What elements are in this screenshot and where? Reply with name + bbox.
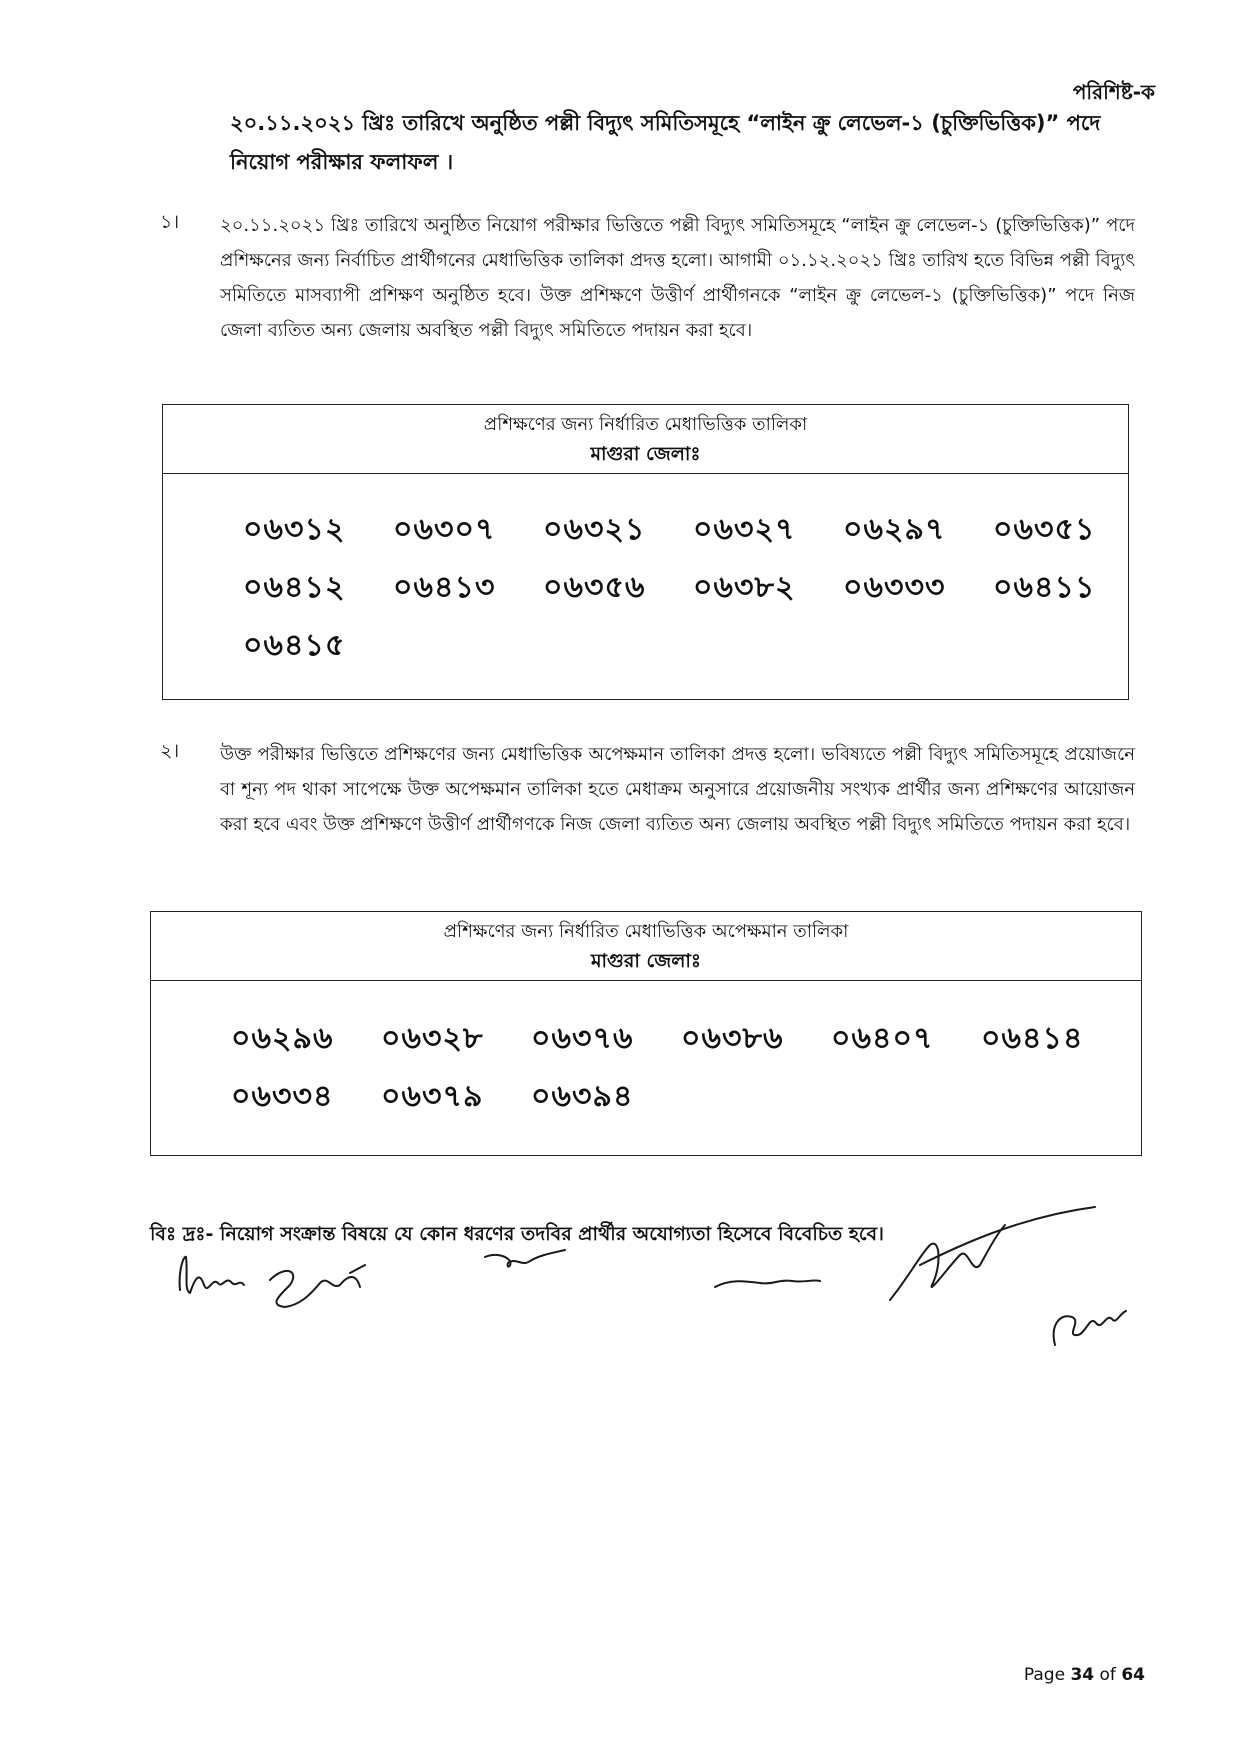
candidate-code: ০৬৪১১	[993, 570, 1096, 605]
candidate-code: ০৬৩৮৬	[681, 1021, 784, 1056]
annex-label: পরিশিষ্ট-ক	[1072, 80, 1155, 104]
section-2-text: উক্ত পরীক্ষার ভিত্তিতে প্রশিক্ষণের জন্য মেধাভিত্তিক অপেক্ষমান তালিকা প্রদত্ত হলো। ভবিষ্যতে পল্লী বিদ্যুৎ সমিতিসমূহে প্রয়োজনে বা শূন্য পদ থাকা সাপেক্ষে উক্ত অপেক্ষমান তালিকা হতে মেধাক্রম অনুসারে প্রয়োজনীয় সংখ্যক প্রার্থীর জন্য প্রশিক্ষণের আয়োজন করা হবে এবং উক্ত প্রশিক্ষণে উত্তীর্ণ প্রার্থীগণকে নিজ জেলা ব্যতিত অন্য জেলায় অবস্থিত পল্লী বিদ্যুৎ সমিতিতে পদায়ন করা হবে।	[220, 744, 1135, 835]
candidate-code: ০৬৩২৭	[693, 512, 796, 547]
candidate-code: ০৬৩১২	[243, 512, 346, 547]
page-total: 64	[1121, 1665, 1145, 1685]
candidate-code: ০৬৪১৪	[981, 1021, 1084, 1056]
signature-scribbles	[180, 1207, 1126, 1345]
merit-list-title: প্রশিক্ষণের জন্য নির্ধারিত মেধাভিত্তিক তালিকা	[483, 414, 808, 435]
candidate-code: ০৬৩৫৬	[543, 570, 646, 605]
candidate-code: ০৬৩৯৪	[531, 1079, 634, 1114]
merit-list-header	[163, 405, 1128, 474]
section-2-number: ২।	[160, 740, 180, 762]
page-prefix: Page	[1023, 1665, 1066, 1685]
candidate-code: ০৬২৯৭	[843, 512, 946, 547]
merit-list-box	[162, 404, 1129, 700]
signature-1	[180, 1257, 244, 1293]
signature-5	[890, 1207, 1095, 1300]
signature-4	[715, 1280, 820, 1287]
candidate-code: ০৬৩৭৯	[381, 1079, 484, 1114]
signature-2	[270, 1265, 365, 1307]
signature-6	[1054, 1311, 1126, 1345]
signatures-area	[160, 1195, 1200, 1355]
section-1-number: ১।	[160, 211, 180, 233]
candidate-code: ০৬৪১৩	[393, 570, 496, 605]
waiting-list-box	[150, 911, 1142, 1156]
candidate-code: ০৬৩৩৪	[231, 1079, 334, 1114]
candidate-code: ০৬৩২৮	[381, 1021, 484, 1056]
section-1-text: ২০.১১.২০২১ খ্রিঃ তারিখে অনুষ্ঠিত নিয়োগ পরীক্ষার ভিত্তিতে পল্লী বিদ্যুৎ সমিতিসমূহে “লাইন ক্রু লেভেল-১ (চুক্তিভিত্তিক)” পদে প্রশিক্ষনের জন্য নির্বাচিত প্রার্থীগনের মেধাভিত্তিক তালিকা প্রদত্ত হলো। আগামী ০১.১২.২০২১ খ্রিঃ তারিখ হতে বিভিন্ন পল্লী বিদ্যুৎ সমিতিতে মাসব্যাপী প্রশিক্ষণ অনুষ্ঠিত হবে। উক্ত প্রশিক্ষণে উত্তীর্ণ প্রার্থীগনকে “লাইন ক্রু লেভেল-১ (চুক্তিভিত্তিক)” পদে নিজ জেলা ব্যতিত অন্য জেলায় অবস্থিত পল্লী বিদ্যুৎ সমিতিতে পদায়ন করা হবে।	[220, 215, 1135, 341]
signature-3	[485, 1250, 565, 1267]
candidate-code: ০৬৪১৫	[243, 628, 346, 663]
candidate-code: ০৬৩৮২	[693, 570, 796, 605]
candidate-code: ০৬২৯৬	[231, 1021, 334, 1056]
candidate-code: ০৬৩০৭	[393, 512, 496, 547]
candidate-code: ০৬৪০৭	[831, 1021, 934, 1056]
page-number	[1024, 1665, 1145, 1685]
waiting-list-title: প্রশিক্ষণের জন্য নির্ধারিত মেধাভিত্তিক অপেক্ষমান তালিকা	[443, 921, 849, 942]
merit-list-district: মাগুরা জেলাঃ	[590, 443, 701, 465]
section-2	[150, 737, 1135, 842]
candidate-code: ০৬৪১২	[243, 570, 346, 605]
note: বিঃ দ্রঃ- নিয়োগ সংক্রান্ত বিষয়ে যে কোন ধরণের তদবির প্রার্থীর অযোগ্যতা হিসেবে বিবেচিত হবে।	[150, 1223, 884, 1245]
waiting-list-header	[151, 912, 1141, 981]
candidate-code: ০৬৩৭৬	[531, 1021, 634, 1056]
waiting-list-district: মাগুরা জেলাঃ	[591, 950, 701, 972]
page-current: 34	[1070, 1665, 1095, 1685]
document-heading: ২০.১১.২০২১ খ্রিঃ তারিখে অনুষ্ঠিত পল্লী বিদ্যুৎ সমিতিসমূহে “লাইন ক্রু লেভেল-১ (চুক্তিভিত্তিক)” পদে নিয়োগ পরীক্ষার ফলাফল ।	[230, 111, 1101, 174]
candidate-code: ০৬৩৩৩	[843, 570, 946, 605]
candidate-code: ০৬৩২১	[543, 512, 646, 547]
page-of: of	[1099, 1665, 1116, 1685]
section-1	[150, 208, 1135, 348]
candidate-code: ০৬৩৫১	[993, 512, 1096, 547]
